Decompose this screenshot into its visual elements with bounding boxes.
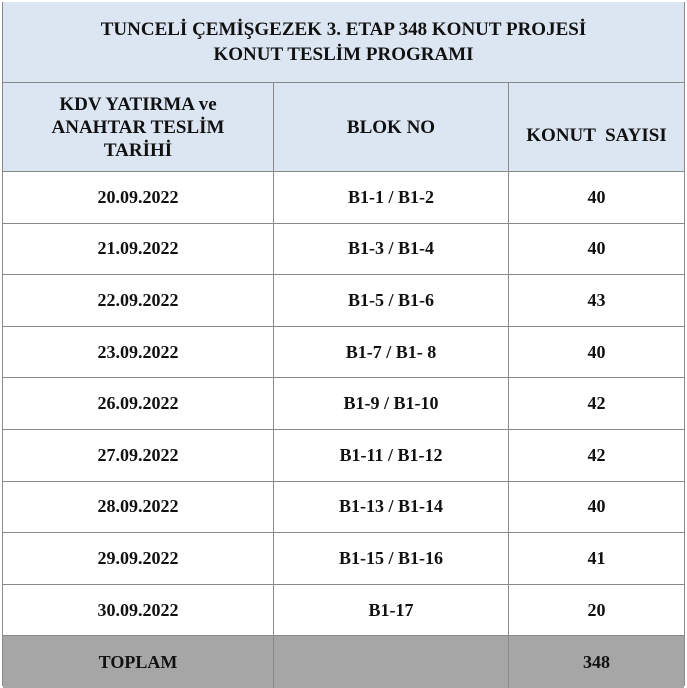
cell-block: B1-17	[273, 585, 508, 636]
cell-date: 21.09.2022	[97, 238, 179, 259]
cell-block: B1-7 / B1- 8	[273, 327, 508, 378]
header-block: BLOK NO	[273, 83, 508, 171]
header-date-line-1: KDV YATIRMA ve	[59, 93, 217, 115]
total-block	[273, 636, 508, 688]
table-row	[3, 224, 684, 276]
table-row	[3, 172, 684, 224]
cell-count: 40	[508, 327, 684, 378]
cell-count: 40	[508, 224, 684, 275]
table-row	[3, 585, 684, 637]
table-row	[3, 482, 684, 534]
total-count: 348	[508, 636, 684, 688]
cell-date: 26.09.2022	[97, 393, 179, 414]
title-line-1: TUNCELİ ÇEMİŞGEZEK 3. ETAP 348 KONUT PROJESİ	[100, 19, 587, 40]
header-count-label: KONUT SAYISI	[526, 124, 667, 146]
table-row	[3, 275, 684, 327]
cell-block: B1-15 / B1-16	[273, 533, 508, 584]
cell-count: 41	[508, 533, 684, 584]
cell-date: 29.09.2022	[97, 547, 179, 568]
header-count	[508, 83, 684, 171]
cell-count: 42	[508, 378, 684, 429]
cell-date: 30.09.2022	[97, 599, 179, 620]
table-row	[3, 378, 684, 430]
cell-date: 22.09.2022	[97, 289, 179, 310]
header-date	[3, 83, 273, 171]
cell-date: 28.09.2022	[97, 496, 179, 517]
table-row	[3, 327, 684, 379]
cell-date: 20.09.2022	[97, 186, 179, 207]
header-date-line-3: TARİHİ	[103, 139, 173, 161]
delivery-schedule-table	[2, 2, 685, 686]
cell-date: 27.09.2022	[97, 444, 179, 465]
title-line-2: KONUT TESLİM PROGRAMI	[213, 44, 474, 65]
header-row	[3, 83, 684, 172]
table-row	[3, 533, 684, 585]
cell-count: 43	[508, 275, 684, 326]
table-title	[3, 2, 684, 83]
cell-count: 40	[508, 172, 684, 223]
cell-count: 20	[508, 585, 684, 636]
cell-count: 40	[508, 482, 684, 533]
cell-block: B1-3 / B1-4	[273, 224, 508, 275]
total-row	[3, 636, 684, 688]
cell-block: B1-9 / B1-10	[273, 378, 508, 429]
header-date-line-2: ANAHTAR TESLİM	[51, 116, 225, 138]
cell-date: 23.09.2022	[97, 341, 179, 362]
cell-block: B1-13 / B1-14	[273, 482, 508, 533]
total-label: TOPLAM	[98, 651, 178, 672]
cell-block: B1-1 / B1-2	[273, 172, 508, 223]
cell-block: B1-5 / B1-6	[273, 275, 508, 326]
table-row	[3, 430, 684, 482]
cell-count: 42	[508, 430, 684, 481]
cell-block: B1-11 / B1-12	[273, 430, 508, 481]
